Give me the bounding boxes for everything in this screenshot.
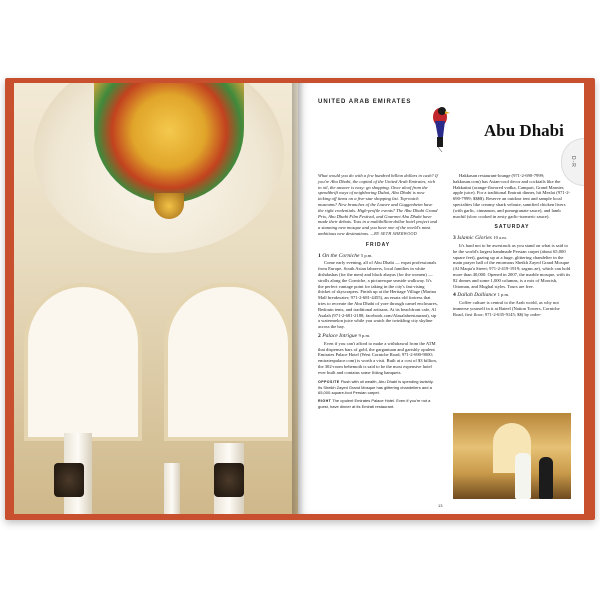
entry-text: It's hard not to be awestruck as you stand on what is said to be the world's largest handmade Persian carpet (about 65,000 square feet), gazing up at a huge, glittering chandelier in the main prayer hall of the enormous Sheikh Zayed Grand Mosque (Al Maqta'a Street; 971-2-419-1919; szgmc.ae), which can hold more than 40,000. Opened in 2007, the marble mosque, with its 82 domes and some 1,000 columns, is a mix of Moorish, Ottoman, and Mughal styles. Tours are free. [453,242,571,289]
arch-right [164,283,292,441]
column-left [318,173,438,409]
caption-opposite: OPPOSITE Flush with oil wealth, Abu Dhabi is spending lavishly. Its Sheikh Zayed Grand Mosque has glittering chandeliers and a 65,000-square-foot Persian carpet. [318,378,434,395]
guest-figure [515,453,531,499]
bird-icon [428,103,452,153]
column-right [453,173,571,320]
text-page [298,83,584,514]
lead-text: Hakkasan restaurant-lounge (971-2-690-7999; hakkasan.com) has Asian-cool decor and cocktails like the Hakkatini (orange-flavored vodka, Campari, Grand Marnier, apple juice). For a traditional Emirati dinner, hit Mezlai (971-2-690-7999; $$$$). Reserve an outdoor tent and sample local specialties like creamy shark veloute, samified chicken livers (with garlic, cinnamon, and pomegranate sauce), and lamb machif (slow cooked in zesty garlic-turmeric sauce). [453,173,571,219]
entry-text: Come early evening, all of Abu Dhabi — expat professionals from Europe, South Asian laborers, local families in white dishdashas (for the men) and black abayas (for the women) — strolls along the Corniche, a picturesque seaside walkway. It's the perfect vantage point for taking in the city's fast-rising thicket of skyscrapers. Finish up at the Heritage Village (Marina Mall breakwater; 971-2-681-4455), an ersatz old fortress that tries to recreate the Abu Dhabi of yore through camel enclosures, Bedouin tents, and traditional artisans. At its beachfront cafe, Al Asalah (971-2-681-2188; facebook.com/Alasalahrestaurant), sip a watermelon juice while you watch the twinkling city skyline across the bay. [318,260,438,330]
entry-heading: 1 On the Corniche 5 p.m. [318,252,373,259]
country-label: UNITED ARAB EMIRATES [318,99,412,105]
arch-left [24,283,142,441]
day-heading-friday: FRIDAY [365,241,391,248]
lantern [214,463,244,497]
entry-text: Even if you can't afford to make a withdrawal from the ATM that dispenses bars of gold, the gargantuan and garishly opulent Emirates Palace Hotel (West Corniche Road; 971-2-690-9000; emiratespalace.com) is worth a visit. Built at a cost of $3 billion, the 302-room behemoth is said to be the most expensive hotel ever built and contains some fitting banquets. [318,340,437,375]
guest-figure [539,457,553,499]
mosque-photo [14,83,298,514]
day-heading-saturday: SATURDAY [494,224,530,231]
page-number: 13 [438,503,443,508]
section-tab: D-R [561,138,584,186]
entry-heading: 2 Palace Intrigue 9 p.m. [318,332,371,339]
pillar [164,463,180,514]
lantern [54,463,84,497]
page-title: Abu Dhabi [484,121,564,140]
intro-text: What would you do with a few hundred billion dollars in cash? If you're Abu Dhabi, the capital of the United Arab Emirates, rich in oil, the answer is easy: go shopping. Once aloof from the spendthrift ways of neighboring Dubai, Abu Dhabi is now ticking off items on a five-star shopping list. Top-notch museums? New branches of the Louvre and Guggenheim have the right credentials. High-profile events? The Abu Dhabi Grand Prix, Abu Dhabi Film Festival, and Gourmet Abu Dhabi have made their debuts. Toss in a multibillion-dollar hotel project and a stunning new mosque and you have one of the world's most ambitious new destinations. —BY SETH SHERWOOD [318,173,438,236]
entry-heading: 3 Islamic Glories 10 a.m. [453,235,507,242]
entry-text: Coffee culture is central to the Arab world, as why not immerse yourself in it at Bateel (Nation Towers, Corniche Road, first floor; 971-2-635-9145; $$) by order- [453,300,560,317]
caption-right: RIGHT The opulent Emirates Palace Hotel. Even if you're not a guest, have dinner at its Emirati restaurant. [318,397,431,409]
hotel-photo [453,413,571,499]
byline: —BY SETH SHERWOOD [370,230,417,236]
entry-heading: 4 Dallah Dalliance 1 p.m. [453,292,510,299]
